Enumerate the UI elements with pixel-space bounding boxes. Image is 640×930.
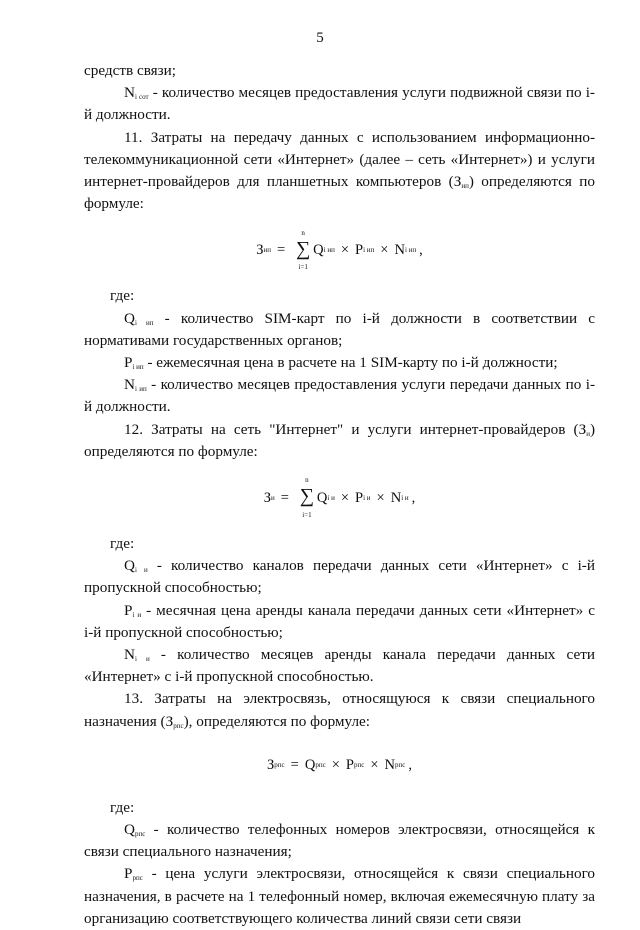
equals-sign: = [276, 242, 286, 259]
formula-12: З и = n ∑ i=1 Q i и × P i и × N i и , [263, 476, 416, 519]
definition-q-rps [84, 819, 595, 863]
symbol: P [124, 865, 133, 883]
times-sign: × [370, 756, 379, 773]
formula-factor-q: Q [316, 489, 328, 506]
definition-p-rps [84, 863, 595, 930]
definition-text: - количество месяцев аренды канала передачи данных сети «Интернет» с i-й пропускной способностью. [84, 646, 595, 686]
where-label: где: [110, 535, 135, 553]
formula-factor-q: Q [304, 756, 316, 773]
definition-n-isot [84, 82, 595, 126]
symbol: N [124, 376, 135, 394]
symbol-subscript: i ип [134, 318, 154, 327]
sigma-symbol: ∑ [299, 485, 315, 508]
definition-n-ii [84, 644, 595, 688]
symbol: N [124, 646, 135, 664]
sum-lower-limit: i=1 [298, 263, 308, 272]
document-body [84, 60, 595, 930]
definition-text: - количество месяцев предоставления услуги подвижной связи по i-й должности. [84, 84, 595, 124]
symbol: З [453, 173, 462, 191]
paragraph-text: 12. Затраты на сеть "Интернет" и услуги интернет-провайдеров ( [124, 420, 579, 438]
sum-lower-limit: i=1 [302, 510, 312, 519]
symbol-subscript: рпс [173, 721, 184, 730]
formula-factor-n: N [394, 242, 405, 259]
symbol-subscript: рпс [132, 874, 143, 883]
symbol-subscript: i и [134, 655, 150, 664]
definition-text: - цена услуги электросвязи, относящейся к связи специального назначения, в расчете на 1 телефонный номер, включая ежемесячную плату за организацию соответствующего количества линий связи сети связи [84, 865, 596, 927]
paragraph-text: 13. Затраты на электросвязь, относящуюся к связи специального назначения ( [84, 690, 595, 730]
formula-factor-n: N [384, 756, 395, 773]
text-line: средств связи; [84, 62, 176, 79]
definition-text: - количество каналов передачи данных сети «Интернет» с i-й пропускной способностью; [84, 557, 595, 597]
sigma-symbol: ∑ [296, 237, 311, 260]
page-number: 5 [316, 30, 324, 46]
times-sign: × [380, 242, 389, 259]
symbol: З [165, 712, 174, 730]
formula-factor-q: Q [313, 242, 324, 259]
symbol-subscript: ип [461, 182, 469, 191]
formula-lhs: З [256, 242, 264, 259]
definition-text: - месячная цена аренды канала передачи данных сети «Интернет» с i-й пропускной способностью; [84, 601, 595, 641]
times-sign: × [340, 489, 350, 506]
formula-lhs: З [267, 756, 275, 773]
equals-sign: = [290, 756, 299, 773]
definition-q-iip [84, 308, 595, 352]
symbol: P [124, 354, 133, 372]
paragraph-13 [84, 688, 595, 732]
symbol-subscript: i и [132, 610, 142, 619]
formula-tail: , [408, 756, 412, 773]
definition-q-ii [84, 555, 595, 599]
times-sign: × [331, 756, 340, 773]
where-label: где: [110, 798, 135, 816]
formula-tail: , [419, 242, 423, 259]
definition-text: - количество месяцев предоставления услуги передачи данных по i-й должности. [84, 376, 596, 416]
formula-factor-p: P [345, 756, 354, 773]
times-sign: × [376, 489, 385, 506]
symbol: Q [124, 557, 135, 575]
definition-text: - количество SIM-карт по i-й должности в соответствии с нормативами государственных органов; [84, 309, 596, 349]
formula-factor-n: N [390, 489, 402, 506]
formula-factor-p: P [355, 489, 364, 506]
formula-factor-p: P [355, 242, 364, 259]
symbol-subscript: i сот [134, 93, 149, 102]
paragraph-text: ), определяются по формуле: [183, 712, 371, 730]
formula-lhs: З [263, 489, 271, 506]
symbol: З [578, 420, 587, 438]
symbol-subscript: i ип [134, 385, 147, 394]
formula-13: З рпс = Q рпс × P рпс × N рпс , [84, 733, 595, 797]
formula-11: З ип = n ∑ i=1 Q i ип × P i ип × N i ип , [256, 228, 423, 272]
formula-tail: , [411, 489, 416, 506]
definition-p-iip [84, 352, 595, 374]
definition-p-ii [84, 600, 595, 644]
paragraph-text: 11. Затраты на передачу данных с использованием информационно-телекоммуникационной сети «Интернет» (далее – сеть «Интернет») и услуги интернет-провайдеров для планшетных компьютеров ( [84, 128, 595, 191]
sum-upper-limit: n [305, 476, 309, 485]
where-label: где: [110, 287, 135, 305]
symbol: Q [124, 309, 135, 327]
definition-n-iip [84, 374, 595, 418]
symbol-subscript: i и [134, 566, 148, 575]
definition-text: - ежемесячная цена в расчете на 1 SIM-карту по i-й должности; [147, 354, 558, 372]
sum-operator [294, 228, 312, 272]
sum-operator [298, 476, 316, 519]
symbol: N [124, 84, 135, 102]
symbol: Q [124, 821, 135, 839]
paragraph-text: ) определяются по формуле: [84, 420, 595, 460]
equals-sign: = [280, 489, 289, 506]
paragraph-text: ) определяются по формуле: [84, 173, 595, 213]
symbol: P [124, 601, 133, 619]
paragraph-12 [84, 419, 595, 463]
symbol-subscript: рпс [134, 830, 146, 839]
sum-upper-limit: n [301, 228, 305, 237]
symbol-subscript: и [586, 429, 590, 438]
definition-text: - количество телефонных номеров электросвязи, относящейся к связи специального назначения; [84, 821, 596, 861]
symbol-subscript: i ип [132, 363, 144, 372]
times-sign: × [340, 242, 350, 259]
paragraph-11 [84, 127, 595, 216]
